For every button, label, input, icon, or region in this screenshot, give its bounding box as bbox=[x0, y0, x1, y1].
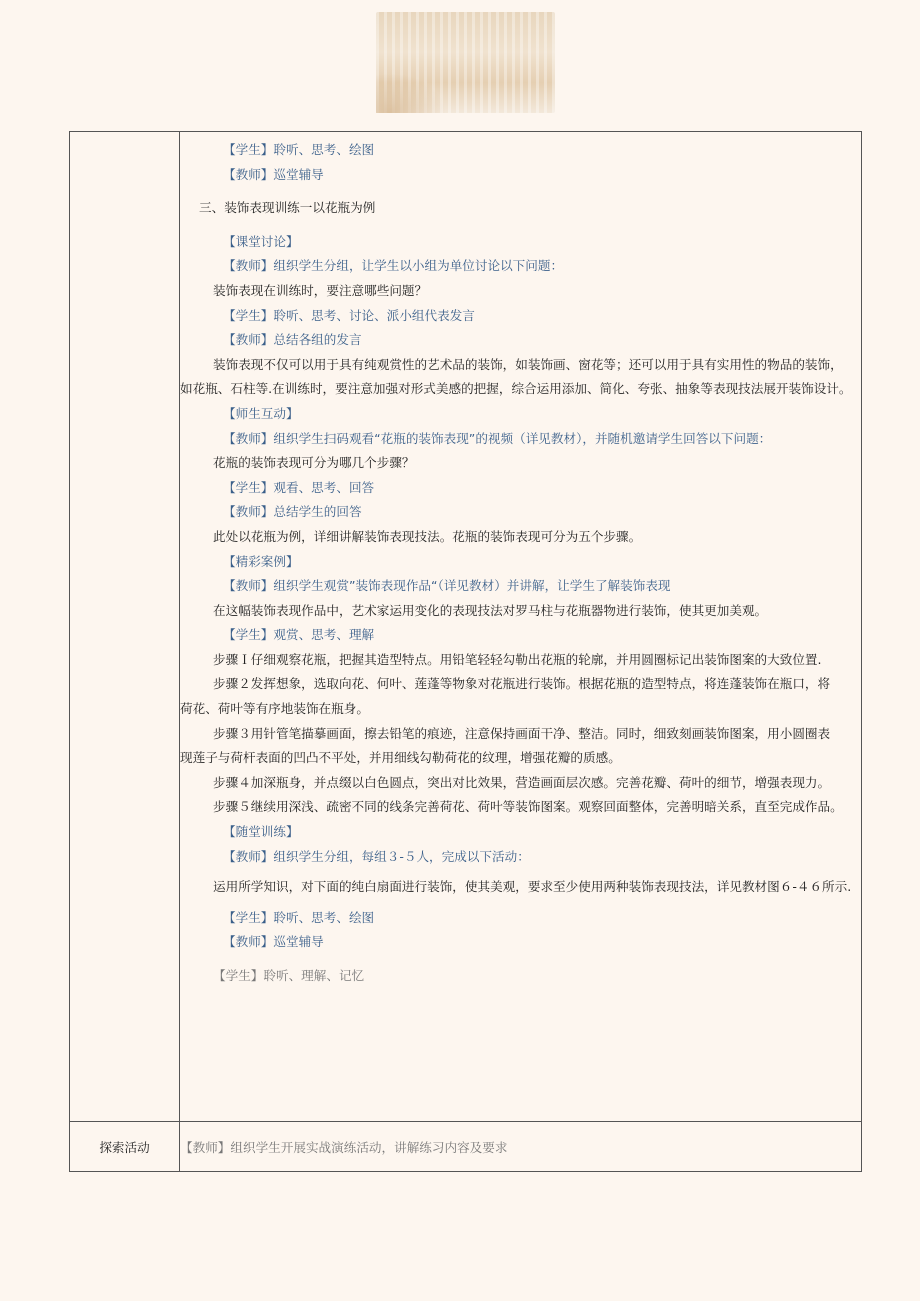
text-line: 【教师】巡堂辅导 bbox=[223, 934, 324, 950]
section-heading: 三、装饰表现训练一以花瓶为例 bbox=[199, 200, 376, 216]
text-line: 现莲子与荷杆表面的凹凸不平处，并用细线勾勒荷花的纹理，增强花瓣的质感。 bbox=[180, 750, 621, 766]
text-line: 此处以花瓶为例，详细讲解装饰表现技法。花瓶的装饰表现可分为五个步骤。 bbox=[213, 528, 642, 544]
text-line: 步骤Ｉ仔细观察花瓶，把握其造型特点。用铅笔轻轻勾勒出花瓶的轮廓，并用圆圈标记出装饰图案的大致位置. bbox=[213, 651, 822, 667]
text-line: 荷花、荷叶等有序地装饰在瓶身。 bbox=[180, 701, 369, 717]
lesson-table bbox=[69, 131, 862, 1172]
text-line: 运用所学知识，对下面的纯白扇面进行装饰，使其美观，要求至少使用两种装饰表现技法，详见教材图６-４６所示. bbox=[213, 879, 852, 895]
text-line: 步骤２发挥想象，选取向花、何叶、莲蓬等物象对花瓶进行装饰。根据花瓶的造型特点，将连蓬装饰在瓶口，将 bbox=[213, 676, 831, 692]
text-line: 如花瓶、石柱等.在训练时，要注意加强对形式美感的把握，综合运用添加、简化、夸张、抽象等表现技法展开装饰设计。 bbox=[180, 381, 852, 397]
text-line: 【随堂训练】 bbox=[223, 824, 299, 840]
text-line: 【教师】组织学生分组，每组３-５人，完成以下活动： bbox=[223, 848, 530, 864]
row-content-main bbox=[180, 132, 862, 1122]
text-line: 步骤５继续用深浅、疏密不同的线条完善荷花、荷叶等装饰图案。观察回面整体，完善明暗关系，直至完成作品。 bbox=[213, 799, 843, 815]
explore-text: 【教师】组织学生开展实战演练活动，讲解练习内容及要求 bbox=[180, 1122, 862, 1172]
text-line: 【学生】聆听、思考、绘图 bbox=[223, 909, 375, 925]
text-line: 【学生】聆听、思考、讨论、派小组代表发言 bbox=[223, 307, 475, 323]
text-line: 在这幅装饰表现作品中，艺术家运用变化的表现技法对罗马柱与花瓶器物进行装饰，使其更加美观。 bbox=[213, 602, 768, 618]
text-line: 【课堂讨论】 bbox=[223, 233, 299, 249]
text-line: 步骤３用针管笔描摹画面，擦去铅笔的痕迹，注意保持画面干净、整洁。同时，细致刻画装饰图案，用小圆圈表 bbox=[213, 725, 831, 741]
text-line: 【教师】组织学生扫码观看“花瓶的装饰表现”的视频（详见教材），并随机邀请学生回答以下问题： bbox=[223, 430, 772, 446]
text-line: 【学生】观看、思考、回答 bbox=[223, 479, 375, 495]
text-line: 装饰表现不仅可以用于具有纯观赏性的艺术品的装饰，如装饰画、窗花等；还可以用于具有实用性的物品的装饰， bbox=[213, 356, 843, 372]
text-line: 【学生】聆听、思考、绘图 bbox=[223, 142, 375, 157]
text-line: 【教师】组织学生分组，让学生以小组为单位讨论以下问题： bbox=[223, 258, 564, 274]
text-line: 【教师】总结各组的发言 bbox=[223, 332, 362, 348]
text-line: 【教师】组织学生观赏”装饰表现作品“（详见教材）并讲解，让学生了解装饰表现 bbox=[223, 578, 671, 594]
lesson-row-explore bbox=[70, 1122, 862, 1172]
text-line: 【教师】巡堂辅导 bbox=[223, 166, 324, 182]
text-line: 【学生】观赏、思考、理解 bbox=[223, 627, 375, 643]
text-line: 花瓶的装饰表现可分为哪几个步骤？ bbox=[213, 455, 415, 471]
text-line: 【教师】总结学生的回答 bbox=[223, 504, 362, 520]
lesson-content bbox=[180, 132, 861, 989]
text-line: 【精彩案例】 bbox=[223, 553, 299, 569]
header-decoration-image bbox=[376, 12, 555, 113]
explore-label: 探索活动 bbox=[70, 1122, 180, 1172]
text-line: 【师生互动】 bbox=[223, 405, 299, 421]
text-line: 步骤４加深瓶身，并点缀以白色圆点，突出对比效果，营造画面层次感。完善花瓣、荷叶的细节，增强表现力。 bbox=[213, 774, 831, 790]
text-line: 装饰表现在训练时，要注意哪些问题？ bbox=[213, 282, 428, 298]
text-line: 【学生】聆听、理解、记忆 bbox=[213, 968, 365, 983]
row-label-empty bbox=[70, 132, 180, 1122]
lesson-row-main bbox=[70, 132, 862, 1122]
